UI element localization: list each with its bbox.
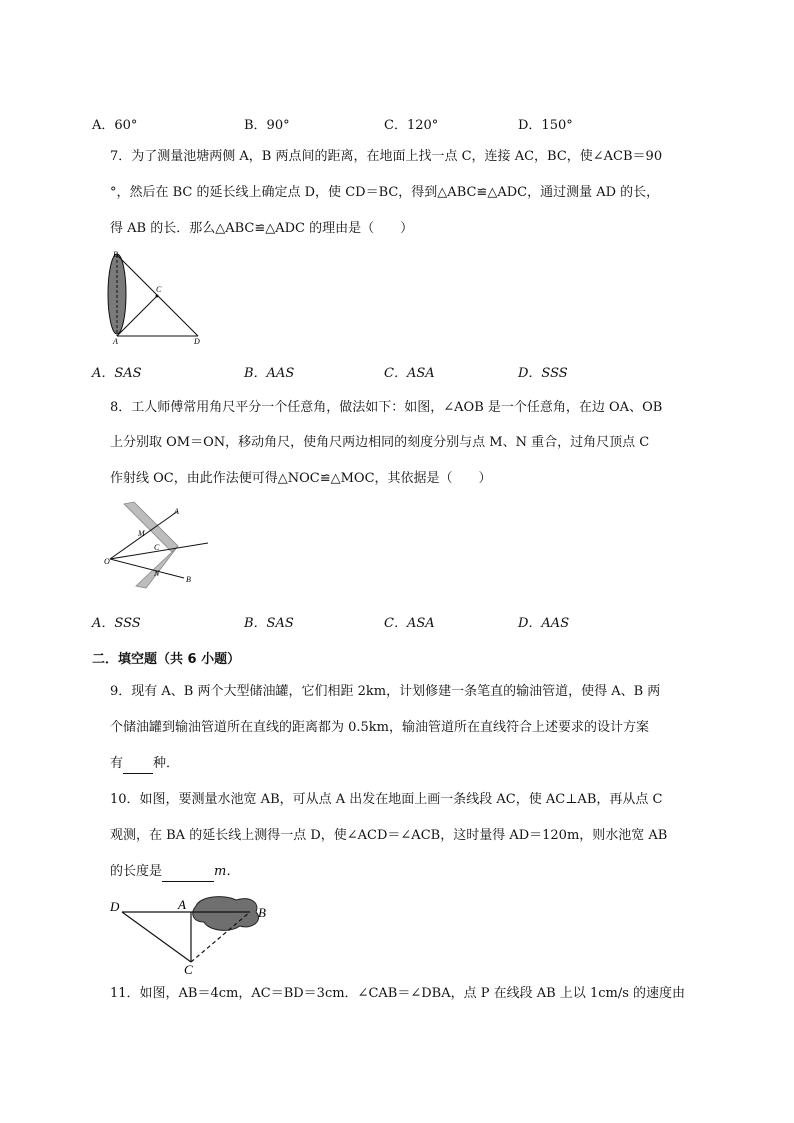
q7-option-c: C．ASA: [384, 366, 435, 381]
q7-text-line2: °，然后在 BC 的延长线上确定点 D，使 CD＝BC，得到△ABC≌△ADC，通过测量 AD 的长，: [110, 185, 660, 200]
q10-line3-suffix: m．: [214, 864, 240, 879]
q7-option-b: B．AAS: [244, 366, 295, 381]
q8-option-a: A．SSS: [92, 616, 141, 631]
q9-text-line3: [110, 754, 179, 774]
q7-text-line3: 得 AB 的长．那么△ABC≌△ADC 的理由是（ ）: [110, 221, 414, 236]
q10-line3-prefix: 的长度是: [110, 864, 163, 879]
q7-text-line1: 7．为了测量池塘两侧 A，B 两点间的距离，在地面上找一点 C，连接 AC，BC，使∠ACB＝90: [110, 149, 663, 164]
q6-option-b: B．90°: [244, 118, 290, 133]
q6-option-d: D．150°: [518, 118, 573, 133]
q8-text-line2: 上分别取 OM＝ON，移动角尺，使角尺两边相同的刻度分别与点 M、N 重合，过角尺顶点 C: [110, 435, 650, 450]
q6-option-a: A．60°: [92, 118, 138, 133]
q10-fig-label-d: D: [110, 899, 120, 914]
q8-fig-label-n: N: [154, 569, 160, 578]
q7-option-a: A．SAS: [92, 366, 142, 381]
q8-fig-label-b: B: [186, 575, 191, 584]
q10-fig-label-a: A: [178, 897, 186, 912]
q9-line3-suffix: 种．: [153, 756, 180, 771]
q7-fig-label-a: A: [113, 337, 118, 346]
q9-text-line1: 9．现有 A、B 两个大型储油罐，它们相距 2km，计划修建一条笔直的输油管道，使得 A、B 两: [110, 684, 661, 699]
q8-fig-label-m: M: [138, 529, 145, 538]
q7-option-d: D．SSS: [518, 366, 568, 381]
q6-option-c: C．120°: [384, 118, 439, 133]
q8-option-d: D．AAS: [518, 616, 570, 631]
q8-fig-label-o: O: [104, 557, 110, 566]
q10-answer-blank[interactable]: [162, 867, 214, 882]
q10-figure: [104, 892, 276, 976]
q10-fig-label-b: B: [258, 905, 266, 920]
q7-fig-label-c: C: [156, 285, 162, 294]
q7-fig-label-d: D: [194, 337, 200, 346]
q9-answer-blank[interactable]: [123, 759, 153, 774]
q8-fig-label-a: A: [174, 507, 179, 516]
q8-fig-label-c: C: [154, 543, 160, 552]
q7-fig-label-b: B: [113, 250, 118, 259]
q10-text-line2: 观测，在 BA 的延长线上测得一点 D，使∠ACD＝∠ACB，这时量得 AD＝120m，则水池宽 AB: [110, 828, 668, 843]
q8-option-b: B．SAS: [244, 616, 294, 631]
q8-figure: [102, 500, 214, 592]
q10-text-line3: [110, 862, 239, 882]
q8-option-c: C．ASA: [384, 616, 435, 631]
q8-text-line3: 作射线 OC，由此作法便可得△NOC≌△MOC，其依据是（ ）: [110, 471, 492, 486]
q7-figure: [100, 250, 210, 346]
q8-text-line1: 8．工人师傅常用角尺平分一个任意角，做法如下：如图，∠AOB 是一个任意角，在边 OA、OB: [110, 400, 663, 415]
q9-line3-prefix: 有: [110, 756, 124, 771]
section-title: 二．填空题（共 6 小题）: [92, 652, 241, 667]
q10-text-line1: 10．如图，要测量水池宽 AB，可从点 A 出发在地面上画一条线段 AC，使 AC⊥AB，再从点 C: [110, 792, 663, 807]
q11-text-line1: 11．如图，AB＝4cm，AC＝BD＝3cm．∠CAB＝∠DBA，点 P 在线段 AB 上以 1cm/s 的速度由: [110, 986, 686, 1001]
q10-fig-label-c: C: [184, 962, 193, 976]
q9-text-line2: 个储油罐到输油管道所在直线的距离都为 0.5km，输油管道所在直线符合上述要求的设计方案: [110, 720, 650, 735]
